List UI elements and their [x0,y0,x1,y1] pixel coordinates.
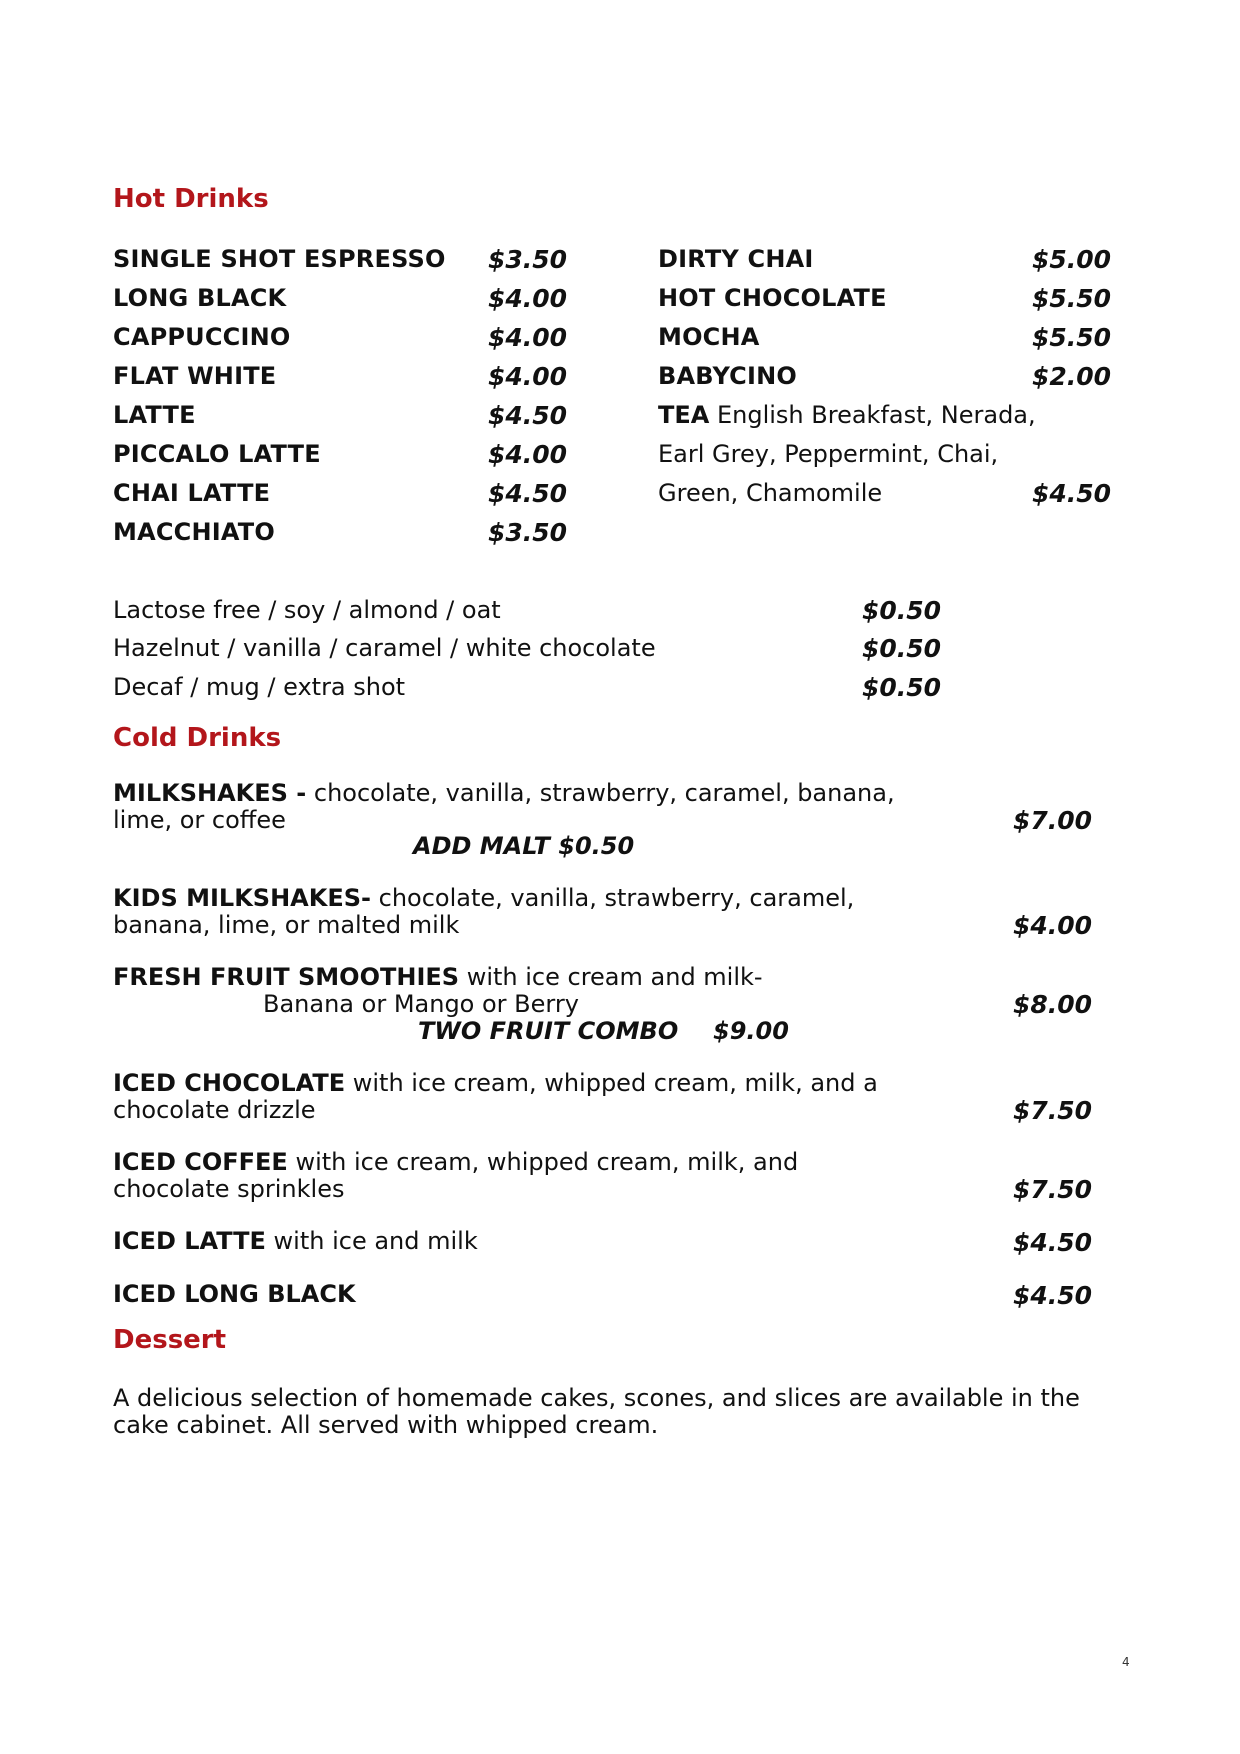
cold-item-name: KIDS MILKSHAKES- [113,884,371,912]
cold-item-price: $7.50 [1013,1175,1093,1204]
menu-item-name: CAPPUCCINO [113,323,291,351]
menu-item-name: MACCHIATO [113,518,275,546]
cold-item-line [113,885,854,912]
tea-name: TEA [658,401,710,429]
tea-varieties: English Breakfast, Nerada, [716,401,1036,429]
two-fruit-combo-price: $9.00 [713,1017,789,1045]
cold-item-line [113,1281,356,1308]
cold-item-description: chocolate, vanilla, strawberry, caramel, banana, [313,779,895,807]
cold-item-name: ICED COFFEE [113,1148,288,1176]
menu-item-price: $5.00 [1032,245,1112,274]
cold-item-description: chocolate, vanilla, strawberry, caramel, [378,884,855,912]
cold-item-price: $7.50 [1013,1096,1093,1125]
menu-item-name: HOT CHOCOLATE [658,284,887,312]
menu-item-price: $5.50 [1032,323,1112,352]
menu-item-price: $4.00 [488,362,568,391]
menu-item-price: $4.00 [488,284,568,313]
menu-item-price: $3.50 [488,518,568,547]
cold-item-description: with ice cream, whipped cream, milk, and [295,1148,799,1176]
cold-item-description-2: lime, or coffee [113,806,286,834]
cold-item-line [113,1070,878,1097]
cold-item-description: with ice cream and milk- [466,963,763,991]
cold-item-line [113,780,895,807]
extra-price: $0.50 [862,673,942,702]
tea-line-3: Green, Chamomile [658,479,883,507]
hot-drinks-heading: Hot Drinks [113,184,269,214]
dessert-description-1: A delicious selection of homemade cakes, scones, and slices are available in the [113,1384,1080,1412]
cold-drinks-heading: Cold Drinks [113,723,282,753]
two-fruit-combo-note: TWO FRUIT COMBO [418,1017,679,1045]
menu-item-name: LONG BLACK [113,284,287,312]
cold-item-line [113,1149,798,1176]
cold-item-description-2: chocolate drizzle [113,1096,316,1124]
extra-option: Lactose free / soy / almond / oat [113,596,501,624]
menu-item-name: CHAI LATTE [113,479,271,507]
cold-item-line [113,964,763,991]
menu-item-name: LATTE [113,401,196,429]
extra-price: $0.50 [862,634,942,663]
cold-item-description-2: Banana or Mango or Berry [263,990,579,1018]
cold-item-description: with ice cream, whipped cream, milk, and a [352,1069,878,1097]
menu-item-name: FLAT WHITE [113,362,277,390]
cold-item-name: FRESH FRUIT SMOOTHIES [113,963,460,991]
extra-price: $0.50 [862,596,942,625]
add-malt-note: ADD MALT $0.50 [413,832,635,860]
menu-item-name: SINGLE SHOT ESPRESSO [113,245,446,273]
dessert-heading: Dessert [113,1325,227,1355]
cold-item-line [113,1228,478,1255]
cold-item-name: ICED LONG BLACK [113,1280,356,1308]
dessert-description-2: cake cabinet. All served with whipped cream. [113,1411,659,1439]
tea-price: $4.50 [1032,479,1112,508]
tea-line-2: Earl Grey, Peppermint, Chai, [658,440,999,468]
extra-option: Hazelnut / vanilla / caramel / white chocolate [113,634,656,662]
menu-item-price: $4.50 [488,401,568,430]
cold-item-name: ICED CHOCOLATE [113,1069,346,1097]
menu-item-name: BABYCINO [658,362,798,390]
menu-item-name: DIRTY CHAI [658,245,814,273]
cold-item-price: $7.00 [1013,806,1093,835]
cold-item-price: $4.50 [1013,1228,1093,1257]
cold-item-price: $4.50 [1013,1281,1093,1310]
cold-item-description-2: chocolate sprinkles [113,1175,345,1203]
cold-item-name: ICED LATTE [113,1227,266,1255]
cold-item-name: MILKSHAKES - [113,779,307,807]
page-number: 4 [1122,1655,1130,1669]
cold-item-description: with ice and milk [273,1227,478,1255]
menu-item-price: $4.00 [488,323,568,352]
menu-item-name: PICCALO LATTE [113,440,321,468]
menu-item-price: $2.00 [1032,362,1112,391]
menu-item-price: $5.50 [1032,284,1112,313]
menu-item-name: MOCHA [658,323,760,351]
cold-item-description-2: banana, lime, or malted milk [113,911,460,939]
menu-item-price: $3.50 [488,245,568,274]
tea-line-1 [658,401,1036,429]
cold-item-price: $8.00 [1013,990,1093,1019]
cold-item-price: $4.00 [1013,911,1093,940]
menu-item-price: $4.00 [488,440,568,469]
extra-option: Decaf / mug / extra shot [113,673,406,701]
menu-item-price: $4.50 [488,479,568,508]
